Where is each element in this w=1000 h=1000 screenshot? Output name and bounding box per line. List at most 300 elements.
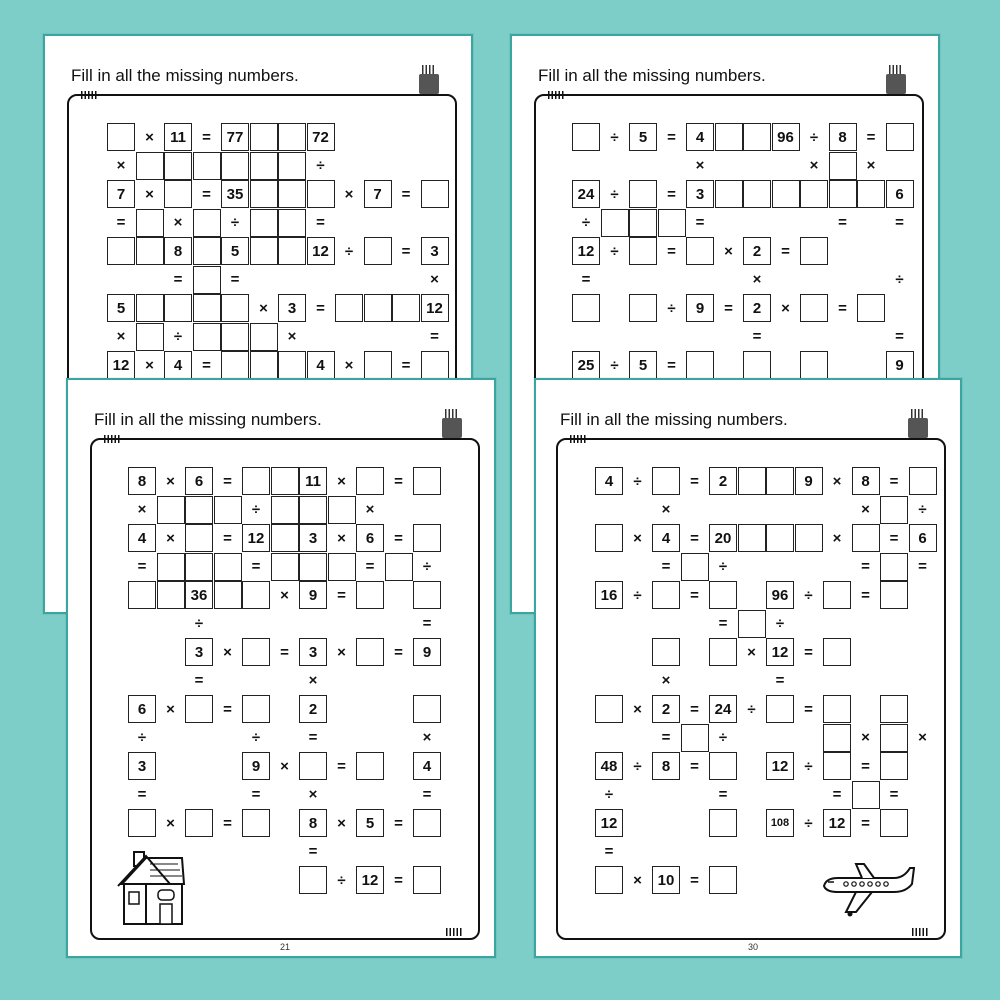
answer-box[interactable] (164, 294, 192, 322)
frame-ticks-icon (446, 928, 462, 936)
answer-box[interactable] (629, 237, 657, 265)
answer-box[interactable] (800, 294, 828, 322)
answer-box[interactable] (413, 809, 441, 837)
number-cell: 6 (356, 524, 384, 552)
number-cell: 2 (743, 237, 771, 265)
operator-symbol: × (145, 128, 154, 146)
answer-box[interactable] (743, 351, 771, 379)
answer-box[interactable] (278, 351, 306, 379)
number-cell: 77 (221, 123, 249, 151)
operator-symbol: = (690, 529, 699, 547)
operator-symbol: ÷ (137, 729, 147, 746)
operator-symbol: × (809, 157, 819, 174)
answer-box[interactable] (250, 123, 278, 151)
operator-symbol: = (895, 328, 904, 345)
operator-symbol: × (259, 299, 268, 317)
operator-symbol: × (337, 643, 346, 661)
answer-box[interactable] (572, 294, 600, 322)
answer-box[interactable] (185, 809, 213, 837)
number-cell: 12 (242, 524, 270, 552)
page-title: Fill in all the missing numbers. (71, 66, 299, 85)
answer-box[interactable] (136, 152, 164, 180)
answer-box[interactable] (193, 294, 221, 322)
operator-symbol: = (251, 558, 261, 575)
answer-box[interactable] (335, 294, 363, 322)
answer-box[interactable] (157, 581, 185, 609)
operator-symbol: ÷ (422, 558, 432, 575)
number-cell: 3 (686, 180, 714, 208)
number-cell: 5 (356, 809, 384, 837)
answer-box[interactable] (738, 467, 766, 495)
answer-box[interactable] (909, 467, 937, 495)
operator-symbol: = (308, 729, 318, 746)
operator-symbol: × (308, 786, 318, 803)
number-cell: 5 (629, 351, 657, 379)
answer-box[interactable] (164, 152, 192, 180)
answer-box[interactable] (880, 695, 908, 723)
operator-symbol: = (667, 185, 676, 203)
operator-symbol: = (137, 786, 147, 803)
answer-box[interactable] (185, 695, 213, 723)
number-cell: 4 (652, 524, 680, 552)
answer-box[interactable] (886, 123, 914, 151)
answer-box[interactable] (852, 781, 880, 809)
number-cell: 10 (652, 866, 680, 894)
number-cell: 2 (743, 294, 771, 322)
operator-symbol: = (690, 700, 699, 718)
answer-box[interactable] (686, 237, 714, 265)
frame-ticks-icon (104, 435, 120, 443)
answer-box[interactable] (364, 237, 392, 265)
answer-box[interactable] (328, 496, 356, 524)
operator-symbol: = (422, 615, 432, 632)
operator-symbol: = (752, 328, 762, 345)
number-cell: 3 (185, 638, 213, 666)
answer-box[interactable] (221, 294, 249, 322)
number-cell: 12 (572, 237, 600, 265)
answer-box[interactable] (242, 809, 270, 837)
answer-box[interactable] (857, 294, 885, 322)
house-illustration (116, 850, 188, 928)
operator-symbol: × (832, 529, 842, 547)
answer-box[interactable] (709, 809, 737, 837)
number-cell: 3 (128, 752, 156, 780)
answer-box[interactable] (242, 581, 270, 609)
worksheet-page-30 (534, 378, 962, 958)
operator-symbol: × (918, 729, 927, 746)
answer-box[interactable] (107, 123, 135, 151)
answer-box[interactable] (681, 553, 709, 581)
operator-symbol: ÷ (581, 214, 591, 231)
operator-symbol: = (422, 786, 432, 803)
operator-symbol: ÷ (173, 328, 183, 345)
frame-ticks-icon (81, 91, 97, 99)
number-cell: 4 (164, 351, 192, 379)
answer-box[interactable] (271, 553, 299, 581)
answer-box[interactable] (193, 323, 221, 351)
number-cell: 108 (766, 809, 794, 837)
answer-box[interactable] (413, 695, 441, 723)
answer-box[interactable] (421, 351, 449, 379)
number-cell: 3 (299, 638, 327, 666)
operator-symbol: = (394, 814, 403, 832)
number-cell: 8 (128, 467, 156, 495)
operator-symbol: ÷ (809, 128, 819, 146)
operator-symbol: = (838, 299, 847, 317)
answer-box[interactable] (857, 180, 885, 208)
operator-symbol: × (365, 501, 375, 518)
answer-box[interactable] (629, 209, 657, 237)
pencil-cup-icon (886, 74, 906, 94)
answer-box[interactable] (413, 467, 441, 495)
answer-box[interactable] (128, 809, 156, 837)
operator-symbol: = (337, 757, 346, 775)
answer-box[interactable] (278, 237, 306, 265)
answer-box[interactable] (595, 524, 623, 552)
operator-symbol: = (401, 242, 411, 260)
answer-box[interactable] (595, 866, 623, 894)
answer-box[interactable] (356, 638, 384, 666)
operator-symbol: ÷ (667, 299, 676, 317)
page-number: 30 (748, 942, 759, 952)
operator-symbol: = (667, 242, 676, 260)
answer-box[interactable] (595, 695, 623, 723)
operator-symbol: × (166, 529, 175, 547)
operator-symbol: ÷ (251, 729, 261, 746)
operator-symbol: × (137, 501, 147, 518)
operator-symbol: ÷ (337, 871, 346, 889)
operator-symbol: = (394, 472, 403, 490)
operator-symbol: = (604, 843, 614, 860)
operator-symbol: × (752, 271, 762, 288)
answer-box[interactable] (880, 553, 908, 581)
answer-box[interactable] (136, 323, 164, 351)
answer-box[interactable] (221, 351, 249, 379)
operator-symbol: = (866, 128, 876, 146)
operator-symbol: × (287, 328, 297, 345)
operator-symbol: ÷ (251, 501, 261, 518)
number-cell: 12 (766, 752, 794, 780)
operator-symbol: × (866, 157, 876, 174)
page-title: Fill in all the missing numbers. (538, 66, 766, 85)
answer-box[interactable] (880, 752, 908, 780)
answer-box[interactable] (185, 524, 213, 552)
operator-symbol: × (145, 356, 154, 374)
operator-symbol: = (690, 586, 699, 604)
answer-box[interactable] (157, 496, 185, 524)
operator-symbol: ÷ (804, 586, 813, 604)
answer-box[interactable] (193, 152, 221, 180)
answer-box[interactable] (738, 610, 766, 638)
answer-box[interactable] (800, 237, 828, 265)
operator-symbol: × (280, 586, 289, 604)
answer-box[interactable] (413, 581, 441, 609)
answer-box[interactable] (356, 581, 384, 609)
operator-symbol: = (861, 586, 870, 604)
answer-box[interactable] (250, 351, 278, 379)
answer-box[interactable] (880, 581, 908, 609)
number-cell: 48 (595, 752, 623, 780)
answer-box[interactable] (823, 638, 851, 666)
operator-symbol: × (661, 672, 671, 689)
operator-symbol: ÷ (718, 558, 728, 575)
operator-symbol: = (194, 672, 204, 689)
answer-box[interactable] (709, 638, 737, 666)
answer-box[interactable] (823, 695, 851, 723)
operator-symbol: = (202, 185, 211, 203)
answer-box[interactable] (107, 237, 135, 265)
number-cell: 9 (886, 351, 914, 379)
operator-symbol: = (690, 871, 699, 889)
operator-symbol: ÷ (230, 214, 240, 231)
answer-box[interactable] (242, 467, 270, 495)
answer-box[interactable] (356, 752, 384, 780)
number-cell: 25 (572, 351, 600, 379)
answer-box[interactable] (328, 553, 356, 581)
operator-symbol: × (166, 700, 175, 718)
answer-box[interactable] (299, 752, 327, 780)
pencil-cup-icon (419, 74, 439, 94)
number-cell: 9 (795, 467, 823, 495)
operator-symbol: = (718, 615, 728, 632)
number-cell: 4 (413, 752, 441, 780)
answer-box[interactable] (601, 209, 629, 237)
number-cell: 11 (164, 123, 192, 151)
number-cell: 96 (766, 581, 794, 609)
answer-box[interactable] (185, 496, 213, 524)
answer-box[interactable] (193, 209, 221, 237)
answer-box[interactable] (242, 638, 270, 666)
operator-symbol: × (861, 501, 870, 518)
answer-box[interactable] (214, 581, 242, 609)
answer-box[interactable] (250, 152, 278, 180)
answer-box[interactable] (709, 752, 737, 780)
answer-box[interactable] (136, 237, 164, 265)
number-cell: 9 (686, 294, 714, 322)
answer-box[interactable] (686, 351, 714, 379)
answer-box[interactable] (278, 123, 306, 151)
answer-box[interactable] (364, 351, 392, 379)
operator-symbol: × (280, 757, 289, 775)
operator-symbol: = (775, 672, 785, 689)
answer-box[interactable] (278, 180, 306, 208)
operator-symbol: ÷ (610, 356, 619, 374)
operator-symbol: × (661, 501, 671, 518)
number-cell: 12 (356, 866, 384, 894)
frame-ticks-icon (570, 435, 586, 443)
operator-symbol: = (781, 242, 790, 260)
answer-box[interactable] (880, 724, 908, 752)
answer-box[interactable] (193, 237, 221, 265)
number-cell: 6 (909, 524, 937, 552)
operator-symbol: × (308, 672, 318, 689)
answer-box[interactable] (385, 553, 413, 581)
answer-box[interactable] (185, 553, 213, 581)
number-cell: 2 (709, 467, 737, 495)
answer-box[interactable] (413, 866, 441, 894)
operator-symbol: ÷ (610, 185, 619, 203)
answer-box[interactable] (214, 496, 242, 524)
number-cell: 16 (595, 581, 623, 609)
answer-box[interactable] (364, 294, 392, 322)
frame-ticks-icon (548, 91, 564, 99)
operator-symbol: × (781, 299, 790, 317)
page-title: Fill in all the missing numbers. (560, 410, 788, 429)
answer-box[interactable] (629, 294, 657, 322)
number-cell: 8 (852, 467, 880, 495)
operator-symbol: = (280, 643, 289, 661)
number-cell: 7 (364, 180, 392, 208)
number-cell: 2 (299, 695, 327, 723)
answer-box[interactable] (795, 524, 823, 552)
answer-box[interactable] (823, 724, 851, 752)
operator-symbol: ÷ (344, 242, 354, 260)
answer-box[interactable] (658, 209, 686, 237)
answer-box[interactable] (250, 180, 278, 208)
answer-box[interactable] (823, 581, 851, 609)
operator-symbol: = (202, 128, 211, 146)
operator-symbol: × (116, 328, 126, 345)
answer-box[interactable] (880, 496, 908, 524)
answer-box[interactable] (709, 866, 737, 894)
answer-box[interactable] (250, 237, 278, 265)
answer-box[interactable] (652, 638, 680, 666)
answer-box[interactable] (823, 752, 851, 780)
worksheet-page-21 (66, 378, 496, 958)
answer-box[interactable] (772, 180, 800, 208)
operator-symbol: = (394, 871, 403, 889)
operator-symbol: = (202, 356, 211, 374)
operator-symbol: = (116, 214, 126, 231)
operator-symbol: = (889, 786, 899, 803)
answer-box[interactable] (715, 123, 743, 151)
answer-box[interactable] (278, 152, 306, 180)
answer-box[interactable] (271, 496, 299, 524)
operator-symbol: = (316, 214, 325, 231)
answer-box[interactable] (829, 180, 857, 208)
operator-symbol: ÷ (316, 157, 325, 174)
operator-symbol: ÷ (747, 700, 756, 718)
number-cell: 9 (242, 752, 270, 780)
answer-box[interactable] (157, 553, 185, 581)
number-cell: 24 (709, 695, 737, 723)
answer-box[interactable] (743, 123, 771, 151)
answer-box[interactable] (738, 524, 766, 552)
answer-box[interactable] (709, 581, 737, 609)
answer-box[interactable] (852, 524, 880, 552)
answer-box[interactable] (356, 467, 384, 495)
operator-symbol: = (223, 814, 232, 832)
operator-symbol: = (838, 214, 847, 231)
operator-symbol: = (804, 700, 813, 718)
number-cell: 5 (629, 123, 657, 151)
answer-box[interactable] (271, 467, 299, 495)
answer-box[interactable] (743, 180, 771, 208)
operator-symbol: × (223, 643, 232, 661)
answer-box[interactable] (221, 323, 249, 351)
operator-symbol: × (116, 157, 126, 174)
number-cell: 3 (299, 524, 327, 552)
answer-box[interactable] (250, 323, 278, 351)
answer-box[interactable] (278, 209, 306, 237)
answer-box[interactable] (136, 294, 164, 322)
operator-symbol: = (718, 786, 728, 803)
number-cell: 3 (278, 294, 306, 322)
operator-symbol: = (401, 185, 411, 203)
answer-box[interactable] (136, 209, 164, 237)
answer-box[interactable] (652, 467, 680, 495)
number-cell: 24 (572, 180, 600, 208)
answer-box[interactable] (766, 695, 794, 723)
answer-box[interactable] (250, 209, 278, 237)
answer-box[interactable] (766, 467, 794, 495)
answer-box[interactable] (829, 152, 857, 180)
answer-box[interactable] (800, 180, 828, 208)
operator-symbol: = (223, 529, 232, 547)
number-cell: 7 (107, 180, 135, 208)
operator-symbol: × (633, 871, 642, 889)
operator-symbol: = (690, 472, 699, 490)
answer-box[interactable] (629, 180, 657, 208)
answer-box[interactable] (800, 351, 828, 379)
answer-box[interactable] (715, 180, 743, 208)
answer-box[interactable] (164, 180, 192, 208)
operator-symbol: × (337, 529, 346, 547)
operator-symbol: × (747, 643, 756, 661)
answer-box[interactable] (307, 180, 335, 208)
answer-box[interactable] (128, 581, 156, 609)
answer-box[interactable] (299, 866, 327, 894)
answer-box[interactable] (681, 724, 709, 752)
answer-box[interactable] (572, 123, 600, 151)
answer-box[interactable] (880, 809, 908, 837)
operator-symbol: = (804, 643, 813, 661)
answer-box[interactable] (299, 553, 327, 581)
answer-box[interactable] (193, 266, 221, 294)
answer-box[interactable] (299, 496, 327, 524)
operator-symbol: ÷ (633, 586, 642, 604)
answer-box[interactable] (221, 152, 249, 180)
answer-box[interactable] (392, 294, 420, 322)
operator-symbol: = (401, 356, 411, 374)
operator-symbol: = (230, 271, 240, 288)
operator-symbol: × (173, 214, 183, 231)
operator-symbol: = (223, 472, 232, 490)
operator-symbol: = (690, 757, 699, 775)
number-cell: 8 (829, 123, 857, 151)
number-cell: 96 (772, 123, 800, 151)
number-cell: 12 (107, 351, 135, 379)
operator-symbol: × (166, 814, 175, 832)
number-cell: 11 (299, 467, 327, 495)
answer-box[interactable] (652, 581, 680, 609)
operator-symbol: = (251, 786, 261, 803)
operator-symbol: = (889, 529, 899, 547)
answer-box[interactable] (271, 524, 299, 552)
operator-symbol: = (308, 843, 318, 860)
number-cell: 5 (107, 294, 135, 322)
answer-box[interactable] (242, 695, 270, 723)
answer-box[interactable] (214, 553, 242, 581)
operator-symbol: × (145, 185, 154, 203)
answer-box[interactable] (413, 524, 441, 552)
frame-ticks-icon (912, 928, 928, 936)
answer-box[interactable] (766, 524, 794, 552)
operator-symbol: × (633, 529, 642, 547)
operator-symbol: = (394, 643, 403, 661)
page-number: 21 (280, 942, 291, 952)
answer-box[interactable] (421, 180, 449, 208)
